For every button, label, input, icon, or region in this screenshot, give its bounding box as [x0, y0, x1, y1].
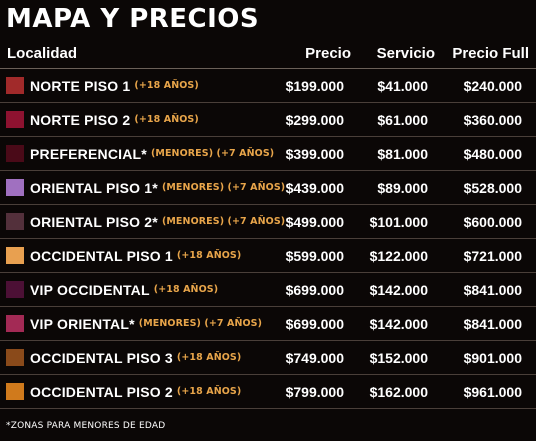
- servicio-cell: $89.000: [377, 179, 428, 196]
- localidad-cell: [0, 383, 270, 400]
- zone-color-swatch: [6, 77, 24, 94]
- localidad-note: (+18 AÑOS): [153, 284, 219, 295]
- localidad-cell: [0, 315, 270, 332]
- precio-cell: $499.000: [285, 213, 344, 230]
- localidad-name: OCCIDENTAL PISO 3: [30, 349, 173, 366]
- servicio-cell: $61.000: [377, 111, 428, 128]
- table-row: [0, 375, 536, 409]
- localidad-name: VIP ORIENTAL*: [30, 315, 135, 332]
- servicio-cell: $152.000: [369, 349, 428, 366]
- page-title: MAPA Y PRECIOS: [6, 4, 260, 34]
- precio-full-cell: $480.000: [463, 145, 522, 162]
- localidad-note: (+18 AÑOS): [176, 352, 242, 363]
- table-row: [0, 341, 536, 375]
- table-header: [0, 38, 536, 69]
- localidad-note: (+18 AÑOS): [134, 80, 199, 91]
- precio-full-cell: $721.000: [463, 247, 522, 264]
- localidad-cell: [0, 349, 270, 366]
- zone-color-swatch: [6, 111, 24, 128]
- servicio-cell: $162.000: [369, 383, 428, 400]
- localidad-note: (+18 AÑOS): [134, 114, 199, 125]
- localidad-name: NORTE PISO 2: [30, 111, 131, 128]
- zone-color-swatch: [6, 213, 24, 230]
- servicio-cell: $142.000: [369, 315, 428, 332]
- table-row: [0, 307, 536, 341]
- precio-full-cell: $528.000: [463, 179, 522, 196]
- localidad-name: OCCIDENTAL PISO 1: [30, 247, 173, 264]
- zone-color-swatch: [6, 179, 24, 196]
- localidad-note: (MENORES) (+7 AÑOS): [150, 148, 275, 159]
- localidad-note: (+18 AÑOS): [176, 386, 242, 397]
- localidad-note: (MENORES) (+7 AÑOS): [138, 318, 263, 329]
- table-row: [0, 69, 536, 103]
- precio-cell: $699.000: [285, 281, 344, 298]
- servicio-cell: $122.000: [369, 247, 428, 264]
- table-row: [0, 103, 536, 137]
- localidad-cell: [0, 281, 270, 298]
- localidad-name: VIP OCCIDENTAL: [30, 281, 150, 298]
- localidad-name: PREFERENCIAL*: [30, 145, 147, 162]
- header-servicio: Servicio: [376, 44, 435, 62]
- servicio-cell: $41.000: [377, 77, 428, 94]
- localidad-cell: [0, 179, 286, 196]
- servicio-cell: $81.000: [377, 145, 428, 162]
- precio-full-cell: $961.000: [463, 383, 522, 400]
- precio-full-cell: $240.000: [463, 77, 522, 94]
- table-body: [0, 69, 536, 409]
- zone-color-swatch: [6, 315, 24, 332]
- localidad-cell: [0, 145, 275, 162]
- header-precio: Precio: [305, 44, 351, 62]
- price-table: [0, 38, 536, 409]
- table-row: [0, 137, 536, 171]
- localidad-note: (+18 AÑOS): [176, 250, 242, 261]
- precio-cell: $439.000: [285, 179, 344, 196]
- table-row: [0, 239, 536, 273]
- header-precio-full: Precio Full: [452, 44, 529, 62]
- precio-full-cell: $901.000: [463, 349, 522, 366]
- precio-cell: $599.000: [285, 247, 344, 264]
- precio-full-cell: $360.000: [463, 111, 522, 128]
- table-row: [0, 273, 536, 307]
- zone-color-swatch: [6, 349, 24, 366]
- zone-color-swatch: [6, 145, 24, 162]
- footnote: *ZONAS PARA MENORES DE EDAD: [6, 421, 166, 431]
- precio-full-cell: $841.000: [463, 281, 522, 298]
- localidad-name: OCCIDENTAL PISO 2: [30, 383, 173, 400]
- servicio-cell: $101.000: [369, 213, 428, 230]
- zone-color-swatch: [6, 247, 24, 264]
- table-row: [0, 171, 536, 205]
- precio-cell: $199.000: [285, 77, 344, 94]
- zone-color-swatch: [6, 281, 24, 298]
- servicio-cell: $142.000: [369, 281, 428, 298]
- localidad-cell: [0, 213, 286, 230]
- localidad-cell: [0, 111, 270, 128]
- precio-cell: $749.000: [285, 349, 344, 366]
- precio-full-cell: $600.000: [463, 213, 522, 230]
- localidad-name: ORIENTAL PISO 2*: [30, 213, 158, 230]
- zone-color-swatch: [6, 383, 24, 400]
- localidad-cell: [0, 77, 270, 94]
- localidad-cell: [0, 247, 270, 264]
- precio-cell: $399.000: [285, 145, 344, 162]
- table-row: [0, 205, 536, 239]
- header-localidad: Localidad: [7, 44, 78, 62]
- localidad-note: (MENORES) (+7 AÑOS): [161, 216, 286, 227]
- precio-cell: $299.000: [285, 111, 344, 128]
- localidad-note: (MENORES) (+7 AÑOS): [161, 182, 286, 193]
- precio-full-cell: $841.000: [463, 315, 522, 332]
- precio-cell: $799.000: [285, 383, 344, 400]
- localidad-name: ORIENTAL PISO 1*: [30, 179, 158, 196]
- localidad-name: NORTE PISO 1: [30, 77, 131, 94]
- precio-cell: $699.000: [285, 315, 344, 332]
